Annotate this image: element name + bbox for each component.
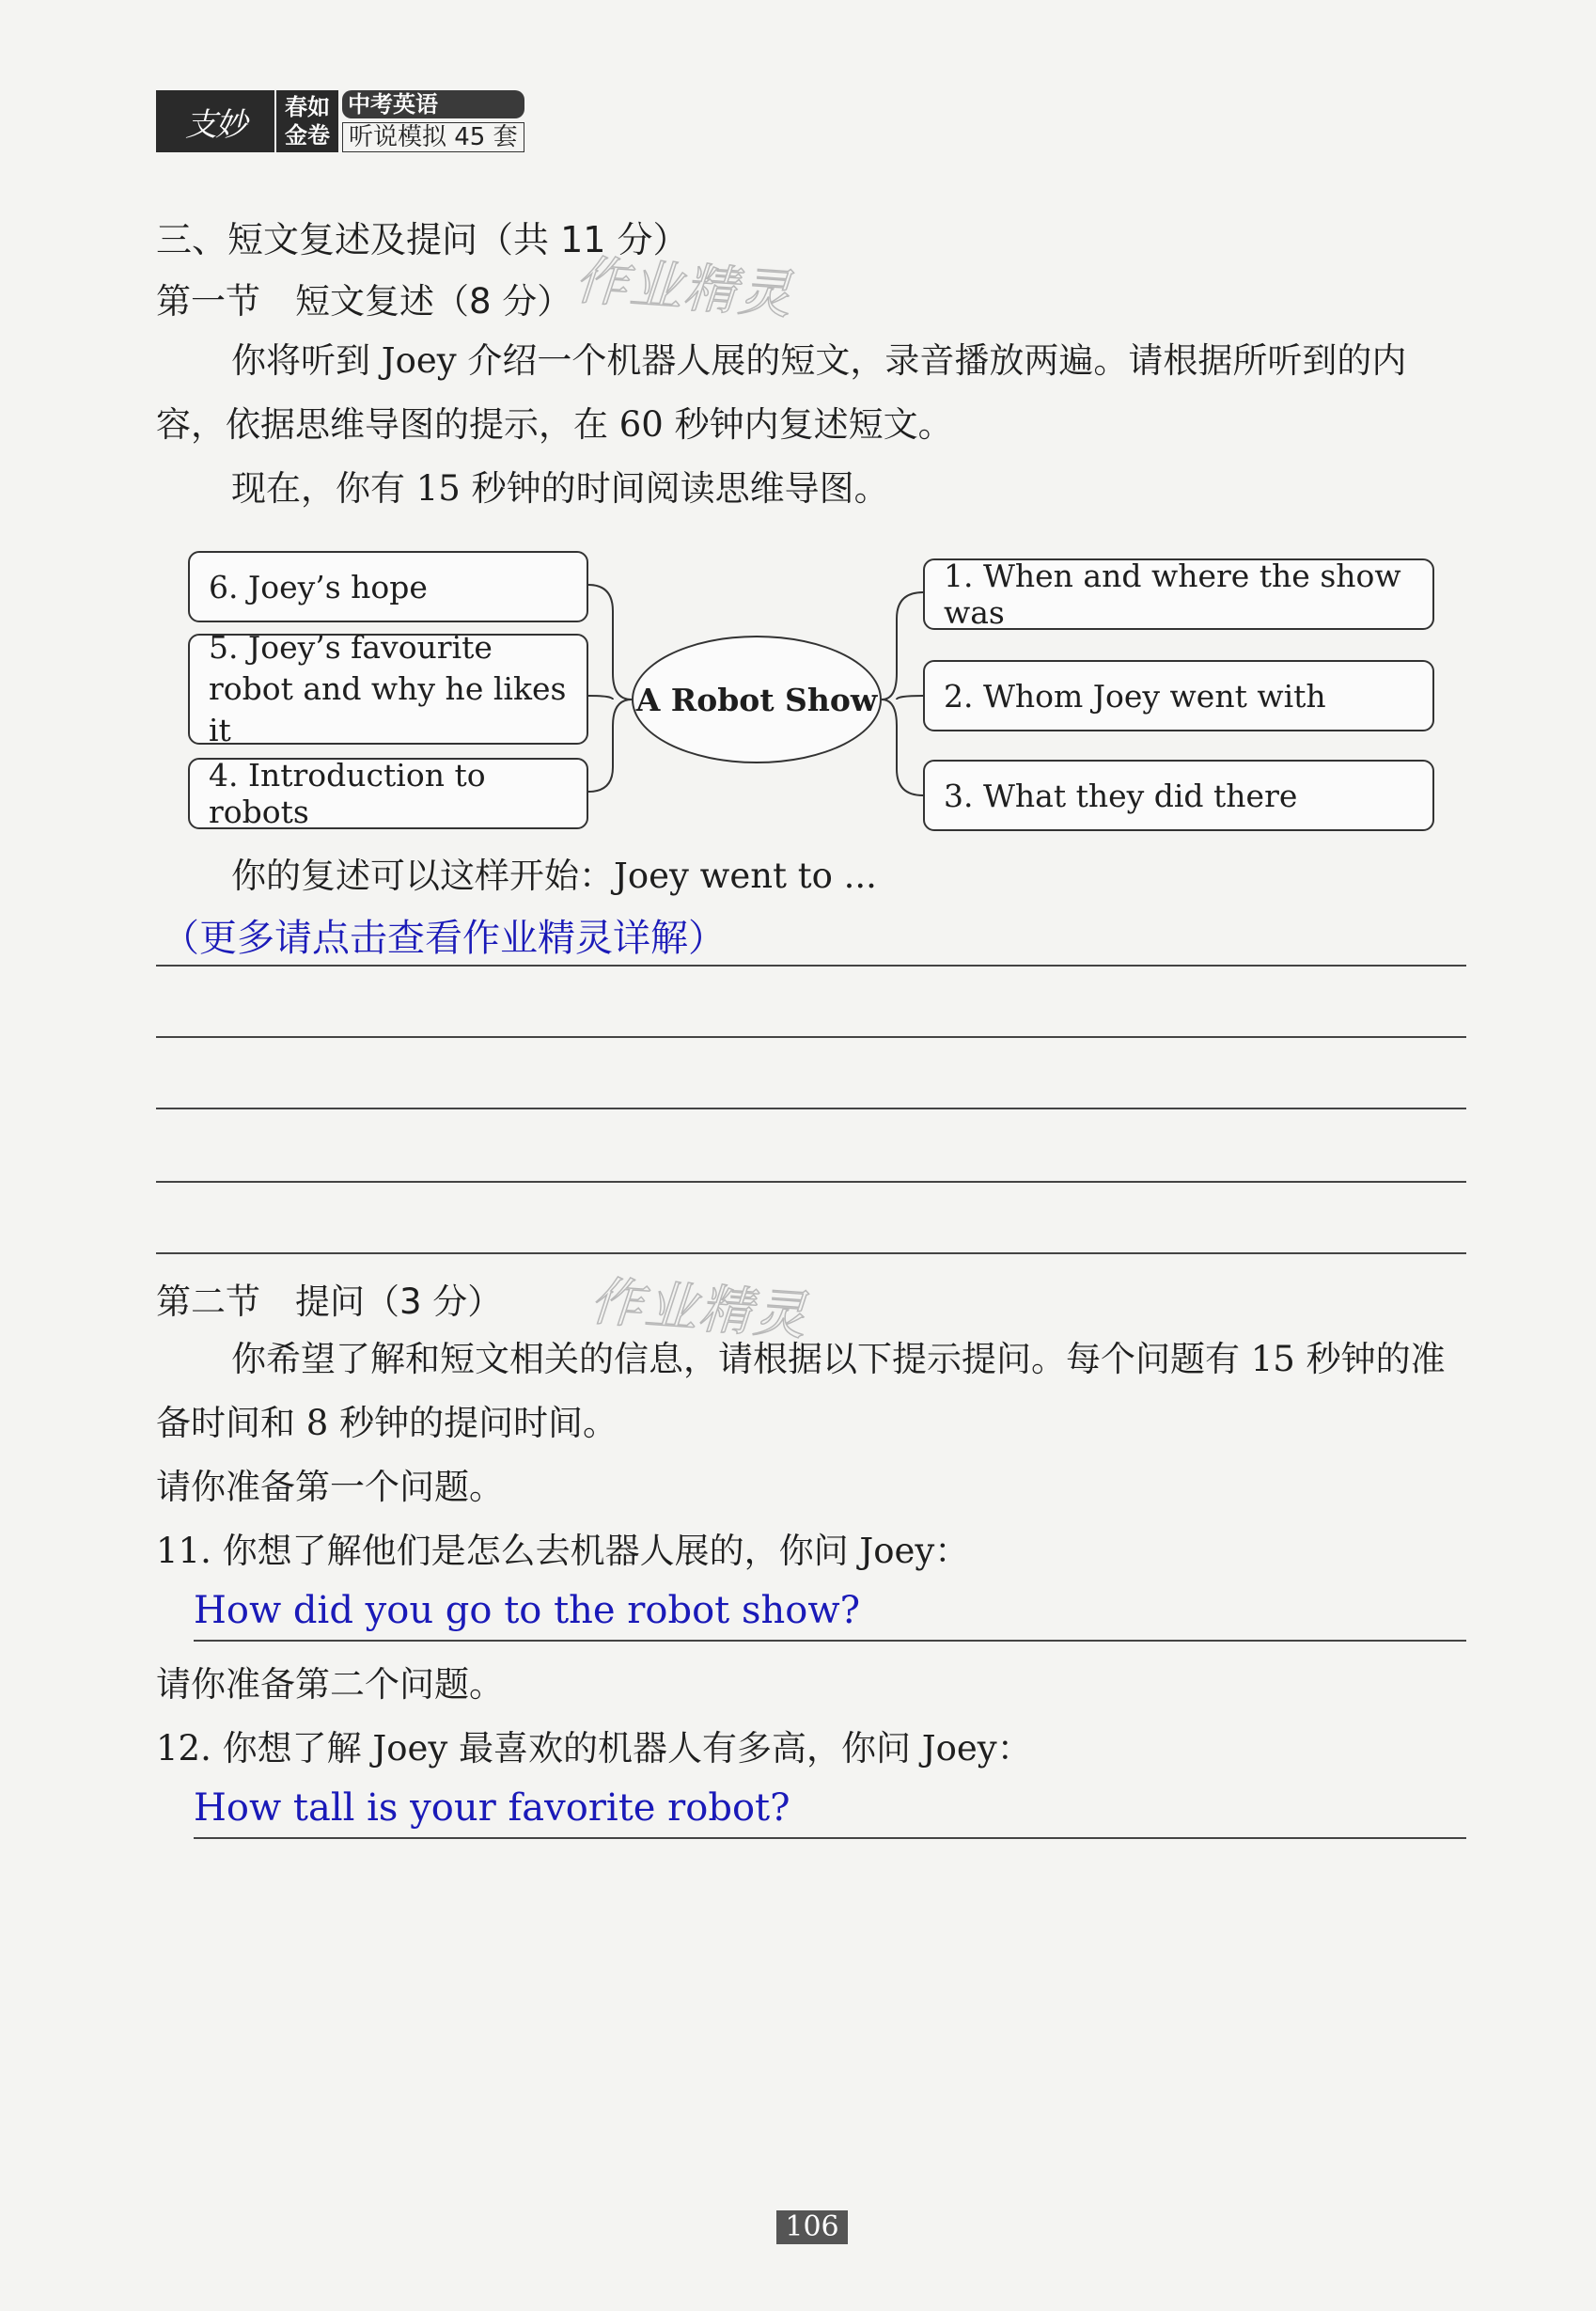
mindmap-right-node-1: 1. When and where the show was <box>923 558 1434 630</box>
mindmap-right-node-3: 3. What they did there <box>923 760 1434 831</box>
answer-12: How tall is your favorite robot? <box>194 1786 790 1830</box>
watermark: 作业精灵 <box>572 249 795 327</box>
brand-line-1: 春如 <box>285 94 330 120</box>
part1-reading-note: 现在，你有 15 秒钟的时间阅读思维导图。 <box>231 468 889 509</box>
publisher-logo: 支妙 <box>156 90 274 152</box>
part1-instruction: 你将听到 Joey 介绍一个机器人展的短文，录音播放两遍。请根据所听到的内容，依据思维导图的提示，在 60 秒钟内复述短文。 <box>156 340 1407 445</box>
mindmap-center: A Robot Show <box>632 636 882 763</box>
answer-11: How did you go to the robot show? <box>194 1589 861 1632</box>
series-subject: 中考英语 <box>342 90 524 118</box>
mindmap-left-node-1: 6. Joey’s hope <box>188 551 588 622</box>
answer-line-5 <box>156 1252 1466 1254</box>
answer-line-3 <box>156 1108 1466 1109</box>
prepare-question-2: 请你准备第二个问题。 <box>156 1664 504 1705</box>
mindmap-left-node-2: 5. Joey’s favourite robot and why he likes it <box>188 634 588 745</box>
prepare-question-1: 请你准备第一个问题。 <box>156 1467 504 1507</box>
part1-title: 第一节 短文复述（8 分） <box>156 281 572 322</box>
question-11: 11. 你想了解他们是怎么去机器人展的，你问 Joey： <box>156 1531 970 1571</box>
brand-line-2: 金卷 <box>285 122 330 149</box>
mindmap-right-node-2: 2. Whom Joey went with <box>923 660 1434 731</box>
answer-line-1 <box>156 965 1466 967</box>
retell-start-hint: 你的复述可以这样开始：Joey went to ... <box>231 856 877 896</box>
answer-12-line <box>194 1837 1466 1839</box>
mindmap-left-node-3: 4. Introduction to robots <box>188 758 588 829</box>
more-solutions-link[interactable]: （更多请点击查看作业精灵详解） <box>162 917 726 960</box>
series-name: 听说模拟 45 套 <box>342 122 524 152</box>
answer-line-2 <box>156 1036 1466 1038</box>
question-12: 12. 你想了解 Joey 最喜欢的机器人有多高，你问 Joey： <box>156 1728 1032 1769</box>
section-title: 三、短文复述及提问（共 11 分） <box>156 219 689 260</box>
answer-11-line <box>194 1640 1466 1642</box>
part2-title: 第二节 提问（3 分） <box>156 1281 503 1322</box>
page-number: 106 <box>776 2210 848 2244</box>
watermark-2: 作业精灵 <box>587 1270 810 1348</box>
answer-line-4 <box>156 1181 1466 1183</box>
part2-instruction: 你希望了解和短文相关的信息，请根据以下提示提问。每个问题有 15 秒钟的准备时间和 8 秒钟的提问时间。 <box>156 1339 1446 1443</box>
